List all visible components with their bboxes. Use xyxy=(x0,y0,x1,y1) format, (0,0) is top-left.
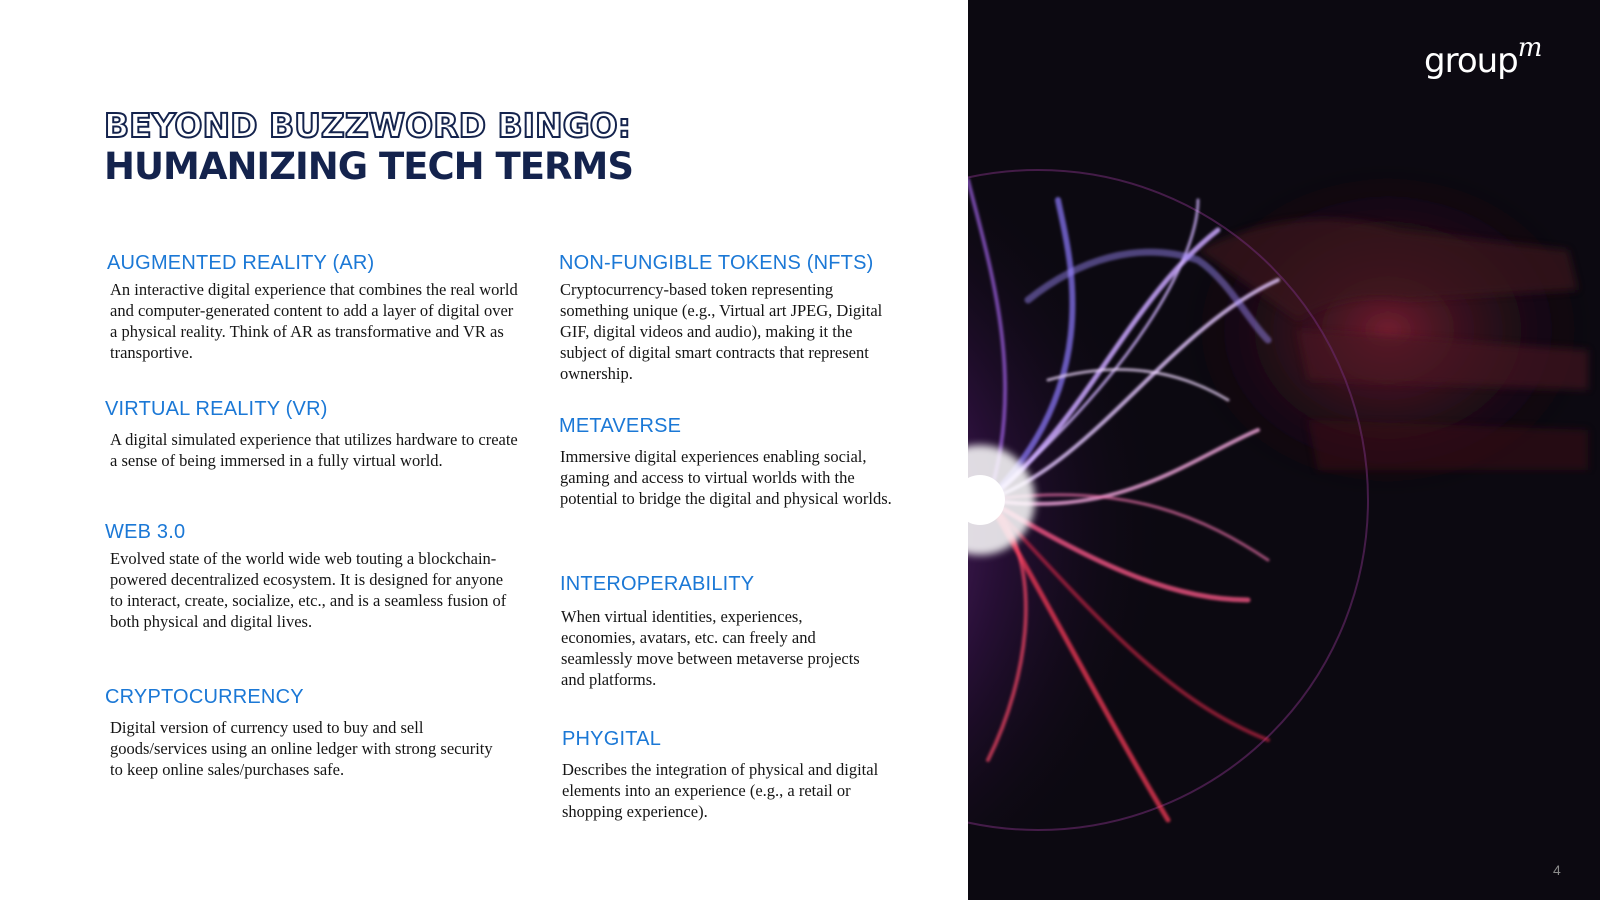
term-heading: CRYPTOCURRENCY xyxy=(105,686,304,708)
term-definition: When virtual identities, experiences, economies, avatars, etc. can freely and seamlessly move between metaverse projects and platforms. xyxy=(561,607,860,689)
term-heading: METAVERSE xyxy=(559,415,682,437)
term-definition: An interactive digital experience that combines the real world and computer-generated content to add a layer of digital over a physical reality. Think of AR as transformative and VR as transportive. xyxy=(110,280,518,362)
term-definition: Describes the integration of physical and digital elements into an experience (e.g., a retail or shopping experience). xyxy=(562,760,879,821)
term-heading: VIRTUAL REALITY (VR) xyxy=(105,398,328,420)
term-nfts xyxy=(559,252,919,384)
page-number: 4 xyxy=(1553,862,1561,878)
term-definition: Digital version of currency used to buy and sell goods/services using an online ledger with strong security to keep online sales/purchases safe. xyxy=(110,718,493,779)
term-phygital xyxy=(562,728,922,822)
logo-superscript: m xyxy=(1517,33,1543,63)
term-metaverse xyxy=(559,415,919,509)
groupm-logo xyxy=(1424,33,1542,81)
term-definition: A digital simulated experience that utilizes hardware to create a sense of being immersed in a fully virtual world. xyxy=(110,430,518,470)
logo-text: group xyxy=(1424,41,1518,81)
term-heading: AUGMENTED REALITY (AR) xyxy=(107,252,375,274)
term-web3 xyxy=(105,521,525,632)
term-cryptocurrency xyxy=(105,686,525,780)
term-virtual-reality xyxy=(105,398,525,471)
plasma-ball-illustration xyxy=(968,0,1600,900)
term-definition: Cryptocurrency-based token representing something unique (e.g., Virtual art JPEG, Digital GIF, digital videos and audio), making it the subject of digital smart contracts that represent ownership. xyxy=(560,280,883,383)
term-heading: WEB 3.0 xyxy=(105,521,186,543)
slide-title: HUMANIZING TECH TERMS xyxy=(104,145,633,188)
term-interoperability xyxy=(560,573,920,690)
term-definition: Immersive digital experiences enabling social, gaming and access to virtual worlds with the potential to bridge the digital and physical worlds. xyxy=(560,447,892,508)
term-augmented-reality xyxy=(107,252,527,363)
term-definition: Evolved state of the world wide web touting a blockchain-powered decentralized ecosystem. It is designed for anyone to interact, create, socialize, etc., and is a seamless fusion of both physical and digital lives. xyxy=(110,549,507,631)
term-heading: NON-FUNGIBLE TOKENS (NFTS) xyxy=(559,252,874,274)
term-heading: INTEROPERABILITY xyxy=(560,573,755,595)
plasma-ball-photo xyxy=(968,0,1600,900)
slide-title-outline: BEYOND BUZZWORD BINGO: xyxy=(104,106,631,145)
term-heading: PHYGITAL xyxy=(562,728,662,750)
